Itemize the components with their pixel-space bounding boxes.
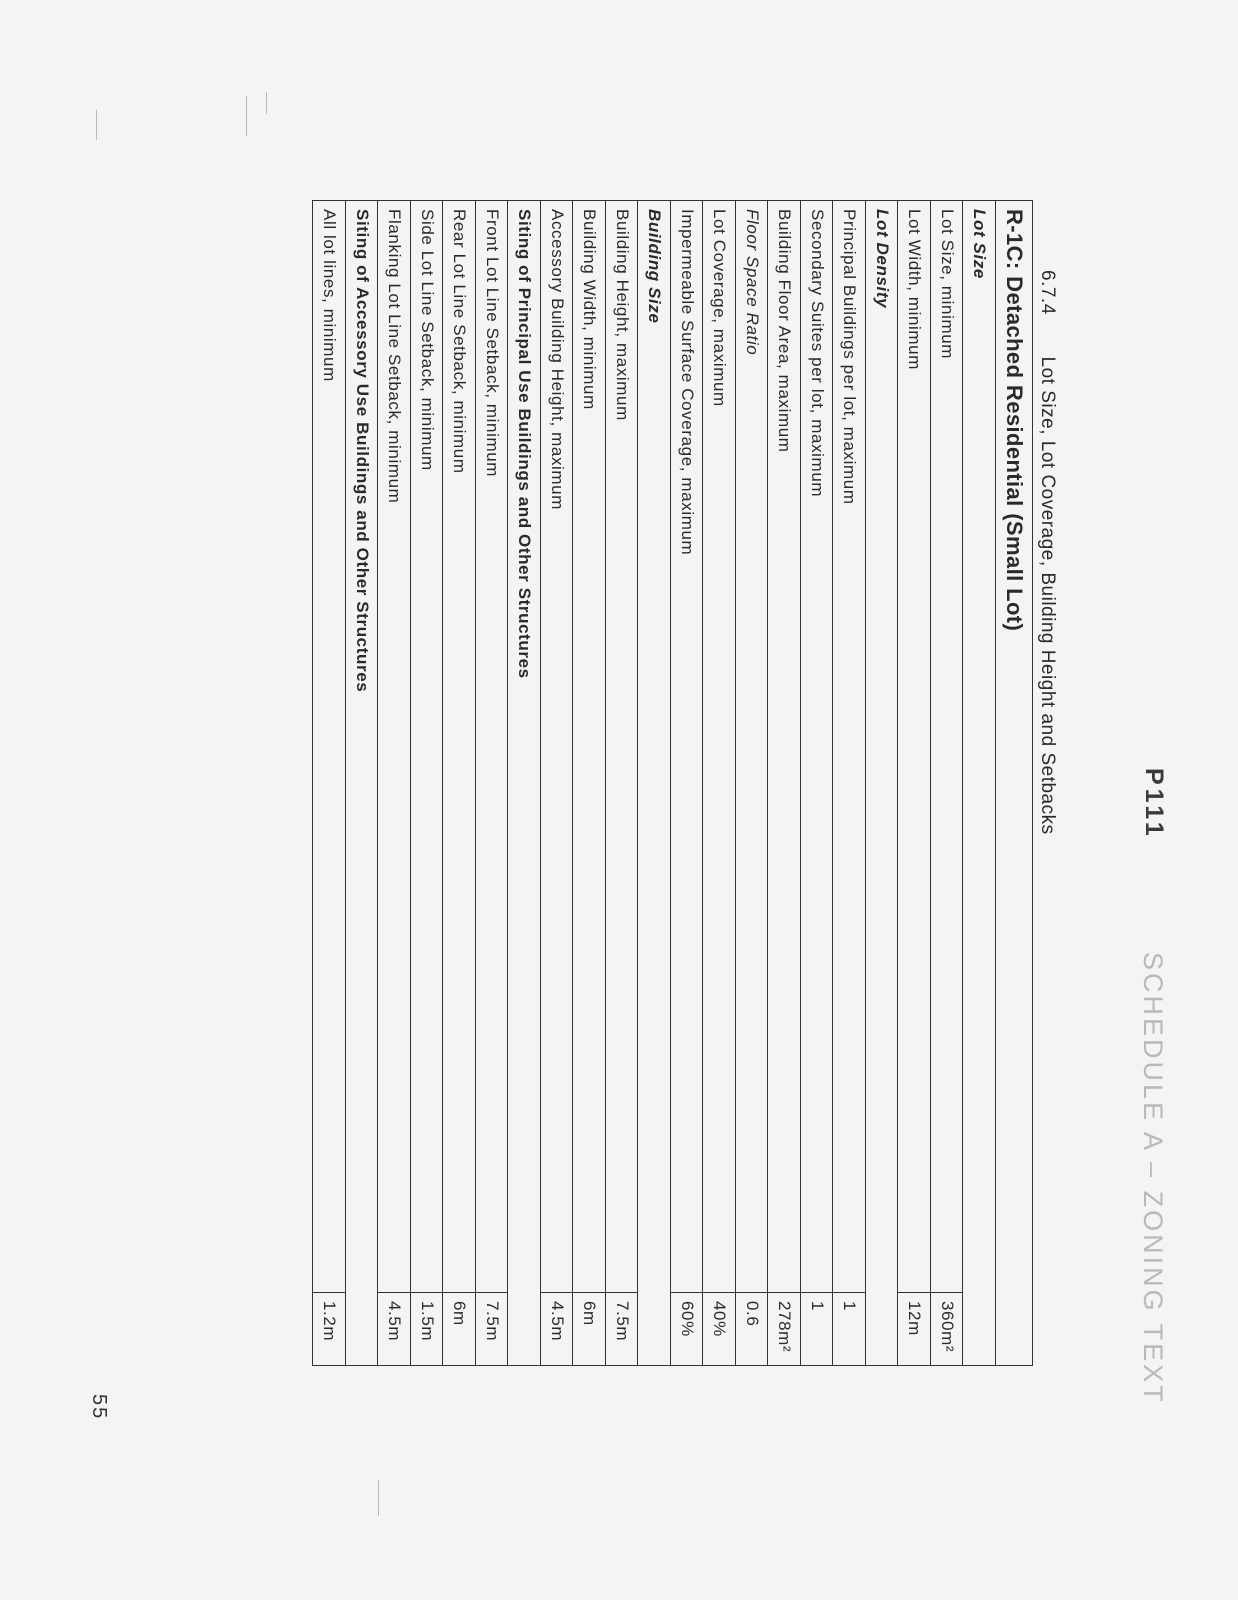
row-value: 1.5m bbox=[411, 1293, 444, 1366]
table-row bbox=[931, 201, 964, 1366]
row-label: Building Width, minimum bbox=[573, 201, 606, 1293]
scan-mark bbox=[246, 96, 247, 136]
row-label: Building Height, maximum bbox=[606, 201, 639, 1293]
row-value: 4.5m bbox=[378, 1293, 411, 1366]
table-row bbox=[638, 201, 671, 1366]
row-value: 6m bbox=[573, 1293, 606, 1366]
section-label: Lot Density bbox=[866, 201, 899, 1366]
table-row bbox=[866, 201, 899, 1366]
page-number: 55 bbox=[88, 1394, 110, 1421]
page-header-title: SCHEDULE A – ZONING TEXT bbox=[1138, 952, 1168, 1405]
row-value: 40% bbox=[703, 1293, 736, 1366]
table-row bbox=[313, 201, 346, 1366]
table-row bbox=[443, 201, 476, 1366]
row-value: 278m² bbox=[768, 1293, 801, 1366]
row-value: 0.6 bbox=[736, 1293, 769, 1366]
table-row bbox=[898, 201, 931, 1366]
row-label: Lot Coverage, maximum bbox=[703, 201, 736, 1293]
table-row bbox=[833, 201, 866, 1366]
row-label: Lot Size, minimum bbox=[931, 201, 964, 1293]
table-row bbox=[346, 201, 379, 1366]
table-row bbox=[963, 201, 996, 1366]
scan-mark bbox=[96, 110, 97, 140]
row-label: Front Lot Line Setback, minimum bbox=[476, 201, 509, 1293]
row-value: 7.5m bbox=[476, 1293, 509, 1366]
row-value: 6m bbox=[443, 1293, 476, 1366]
row-value: 4.5m bbox=[541, 1293, 574, 1366]
scan-mark bbox=[378, 1480, 379, 1516]
section-label: Siting of Accessory Use Buildings and Other Structures bbox=[346, 201, 379, 1366]
row-label: Floor Space Ratio bbox=[736, 201, 769, 1293]
table-row bbox=[671, 201, 704, 1366]
scan-mark bbox=[266, 92, 267, 114]
row-label: Principal Buildings per lot, maximum bbox=[833, 201, 866, 1293]
row-label: Lot Width, minimum bbox=[898, 201, 931, 1293]
zoning-table bbox=[313, 200, 1034, 1366]
table-row bbox=[573, 201, 606, 1366]
row-label: Impermeable Surface Coverage, maximum bbox=[671, 201, 704, 1293]
table-row bbox=[541, 201, 574, 1366]
caption-number: 6.7.4 bbox=[1037, 270, 1058, 315]
row-value: 60% bbox=[671, 1293, 704, 1366]
row-label: Accessory Building Height, maximum bbox=[541, 201, 574, 1293]
section-label: Siting of Principal Use Buildings and Other Structures bbox=[508, 201, 541, 1366]
table-title: R-1C: Detached Residential (Small Lot) bbox=[996, 201, 1033, 1366]
row-value: 360m² bbox=[931, 1293, 964, 1366]
table-caption bbox=[1036, 270, 1058, 871]
row-value: 1.2m bbox=[313, 1293, 346, 1366]
row-label: All lot lines, minimum bbox=[313, 201, 346, 1293]
row-value: 12m bbox=[898, 1293, 931, 1366]
row-label: Flanking Lot Line Setback, minimum bbox=[378, 201, 411, 1293]
row-value: 1 bbox=[801, 1293, 834, 1366]
table-row bbox=[411, 201, 444, 1366]
table-row bbox=[606, 201, 639, 1366]
row-label: Side Lot Line Setback, minimum bbox=[411, 201, 444, 1293]
row-label: Secondary Suites per lot, maximum bbox=[801, 201, 834, 1293]
table-row bbox=[801, 201, 834, 1366]
row-value: 1 bbox=[833, 1293, 866, 1366]
table-row bbox=[476, 201, 509, 1366]
row-label: Building Floor Area, maximum bbox=[768, 201, 801, 1293]
row-label: Rear Lot Line Setback, minimum bbox=[443, 201, 476, 1293]
table-row bbox=[768, 201, 801, 1366]
row-value: 7.5m bbox=[606, 1293, 639, 1366]
table-title-row bbox=[996, 201, 1033, 1366]
table-row bbox=[378, 201, 411, 1366]
table-row bbox=[703, 201, 736, 1366]
table-row bbox=[736, 201, 769, 1366]
section-label: Lot Size bbox=[963, 201, 996, 1366]
page-header-code: P111 bbox=[1140, 768, 1168, 840]
section-label: Building Size bbox=[638, 201, 671, 1366]
table-row bbox=[508, 201, 541, 1366]
caption-text: Lot Size, Lot Coverage, Building Height and Setbacks bbox=[1037, 356, 1058, 835]
